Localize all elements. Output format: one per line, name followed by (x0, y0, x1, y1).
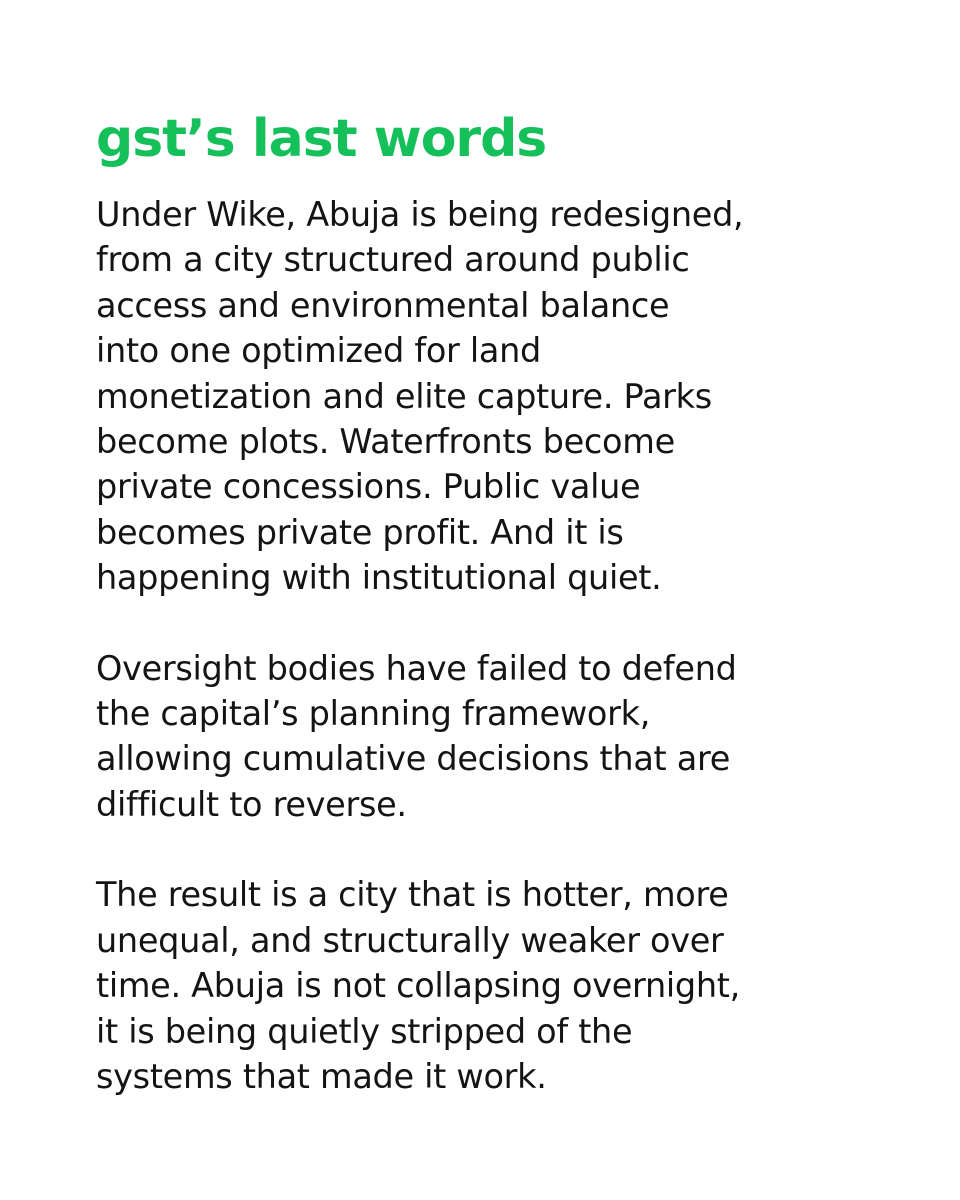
text-line: private concessions. Public value (96, 467, 641, 507)
article-body (96, 192, 886, 1099)
text-line: systems that made it work. (96, 1056, 547, 1096)
text-line: becomes private profit. And it is (96, 512, 624, 552)
text-line: Under Wike, Abuja is being redesigned, (96, 195, 744, 234)
text-line: difficult to reverse. (96, 784, 407, 824)
text-line: unequal, and structurally weaker over (96, 920, 724, 960)
text-line: access and environmental balance (96, 285, 670, 325)
text-line: time. Abuja is not collapsing overnight, (96, 966, 740, 1006)
text-line: from a city structured around public (96, 240, 690, 280)
text-line: into one optimized for land (96, 331, 542, 371)
post-card (96, 108, 886, 1144)
text-line: The result is a city that is hotter, more (96, 875, 729, 915)
paragraph-wike-redesign (96, 192, 886, 601)
text-line: monetization and elite capture. Parks (96, 376, 712, 416)
text-line: allowing cumulative decisions that are (96, 739, 731, 779)
text-line: the capital’s planning framework, (96, 694, 651, 734)
paragraph-result (96, 872, 886, 1099)
text-line: it is being quietly stripped of the (96, 1011, 633, 1051)
page-title: gst’s last words (96, 109, 547, 169)
text-line: happening with institutional quiet. (96, 558, 662, 598)
paragraph-oversight (96, 646, 886, 828)
text-line: Oversight bodies have failed to defend (96, 648, 737, 688)
text-line: become plots. Waterfronts become (96, 422, 675, 462)
